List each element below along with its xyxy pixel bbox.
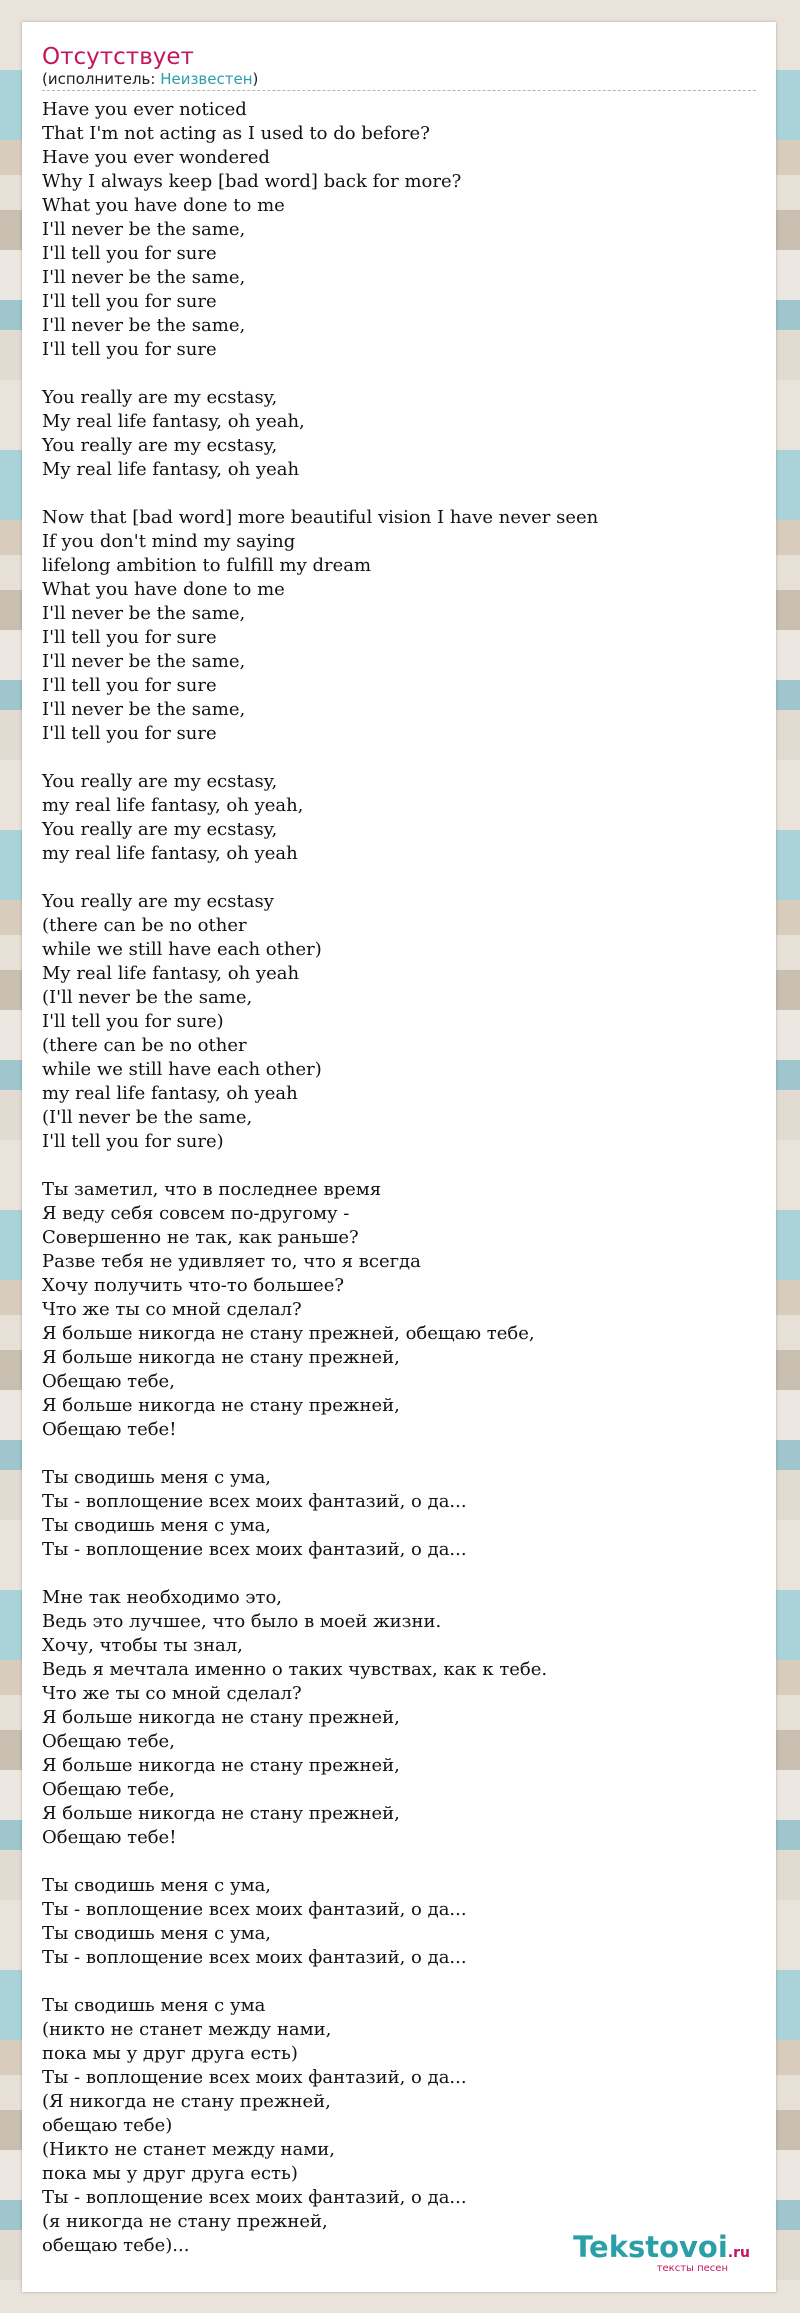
site-logo-text: Tekstovoi	[573, 2230, 728, 2264]
title-divider	[42, 90, 756, 91]
artist-prefix: (исполнитель:	[42, 70, 161, 88]
lyrics-card	[22, 22, 776, 2292]
site-logo[interactable]	[550, 2230, 750, 2276]
song-title: Отсутствует	[42, 44, 194, 70]
artist-link[interactable]: Неизвестен	[160, 70, 253, 88]
lyrics-text: Have you ever noticed That I'm not acting as I used to do before? Have you ever wondered Why I always keep [bad word] back for more? What you have done to me I'll never be the same, I'll tell you for sure I'll never be the same, I'll tell you for sure I'll never be the same, I'll tell you for sure You really are my ecstasy, My real life fantasy, oh yeah, You really are my ecstasy, My real life fantasy, oh yeah Now that [bad word] more beautiful vision I have never seen If you don't mind my saying lifelong ambition to fulfill my dream What you have done to me I'll never be the same, I'll tell you for sure I'll never be the same, I'll tell you for sure I'll never be the same, I'll tell you for sure You really are my ecstasy, my real life fantasy, oh yeah, You really are my ecstasy, my real life fantasy, oh yeah You really are my ecstasy (there can be no other while we still have each other) My real life fantasy, oh yeah (I'll never be the same, I'll tell you for sure) (there can be no other while we still have each other) my real life fantasy, oh yeah (I'll never be the same, I'll tell you for sure) Ты заметил, что в последнее время Я веду себя совсем по-другому - Совершенно не так, как раньше? Разве тебя не удивляет то, что я всегда Хочу получить что-то большее? Что же ты со мной сделал? Я больше никогда не стану прежней, обещаю тебе, Я больше никогда не стану прежней, Обещаю тебе, Я больше никогда не стану прежней, Обещаю тебе! Ты сводишь меня с ума, Ты - воплощение всех моих фантазий, о да... Ты сводишь меня с ума, Ты - воплощение всех моих фантазий, о да... Мне так необходимо это, Ведь это лучшее, что было в моей жизни. Хочу, чтобы ты знал, Ведь я мечтала именно о таких чувствах, как к тебе. Что же ты со мной сделал? Я больше никогда не стану прежней, Обещаю тебе, Я больше никогда не стану прежней, Обещаю тебе, Я больше никогда не стану прежней, Обещаю тебе! Ты сводишь меня с ума, Ты - воплощение всех моих фантазий, о да... Ты сводишь меня с ума, Ты - воплощение всех моих фантазий, о да... Ты сводишь меня с ума (никто не станет между нами, пока мы у друг друга есть) Ты - воплощение всех моих фантазий, о да... (Я никогда не стану прежней, обещаю тебе) (Никто не станет между нами, пока мы у друг друга есть) Ты - воплощение всех моих фантазий, о да... (я никогда не стану прежней, обещаю тебе)...	[42, 99, 599, 2256]
site-logo-tld: .ru	[727, 2245, 750, 2261]
artist-line	[42, 69, 258, 89]
artist-suffix: )	[252, 70, 259, 88]
site-tagline: тексты песен	[656, 2263, 728, 2274]
